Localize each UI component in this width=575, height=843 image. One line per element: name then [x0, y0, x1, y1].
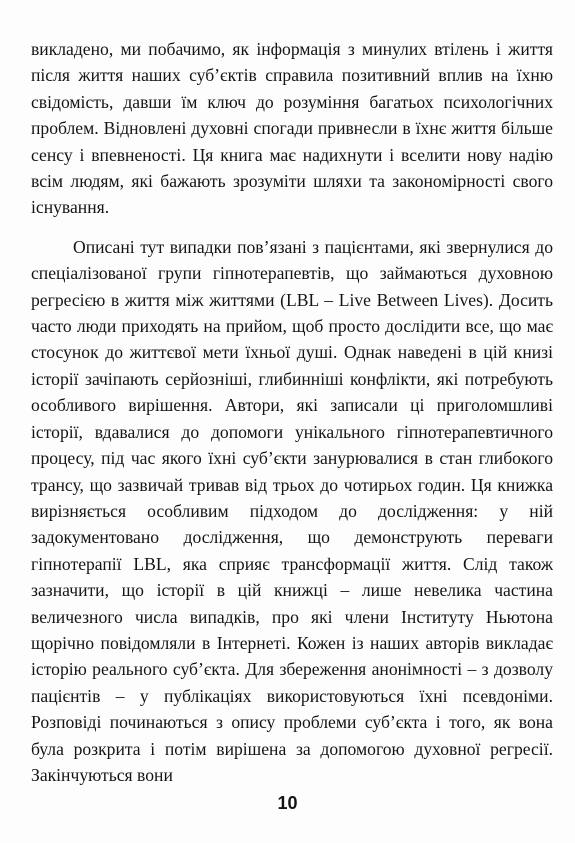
- page-number: 10: [277, 793, 298, 813]
- paragraph-cases: Описані тут випадки пов’язані з пацієнтами, які звернулися до спеціалізованої групи гіпнотерапевтів, що займаються духовною регресією в життя між життями (LBL – Live Between Lives). Досить часто люди приходять на прийом, щоб просто дослідити все, що має стосунок до життєвої мети їхньої душі. Однак наведені в цій книзі історії зачіпають серйозніші, глибинніші конфлікти, які потребують особливого вирішення. Автори, які записали ці приголомшливі історії, вдавалися до допомоги унікального гіпнотерапевтичного процесу, під час якого їхні суб’єкти занурювалися в стан глибокого трансу, що зазвичай тривав від трьох до чотирьох годин. Ця книжка вирізняється особливим підходом до дослідження: у ній задокументовано дослідження, що демонструють переваги гіпнотерапії LBL, яка сприяє трансформації життя. Слід також зазначити, що історії в цій книжці – лише невелика частина величезного числа випадків, про які члени Інституту Ньютона щорічно повідомляли в Інтернеті. Кожен із наших авторів викладає історію реального суб’єкта. Для збереження анонімності – з дозволу пацієнтів – у публікаціях використовуються їхні псевдоніми. Розповіді починаються з опису проблеми суб’єкта і того, як вона була розкрита і потім вирішена за допомогою духовної регресії. Закінчуються вони: [31, 236, 553, 785]
- paragraph-continuation: викладено, ми побачимо, як інформація з минулих втілень і життя після життя наших суб’єктів справила позитивний вплив на їхню свідомість, давши їм ключ до розуміння багатьох психологічних проблем. Відновлені духовні спогади привнесли в їхнє життя більше сенсу і впевненості. Ця книга має надихнути і вселити нову надію всім людям, які бажають зрозуміти шляхи та закономірності свого існування.: [31, 39, 553, 218]
- body-text: [31, 36, 553, 788]
